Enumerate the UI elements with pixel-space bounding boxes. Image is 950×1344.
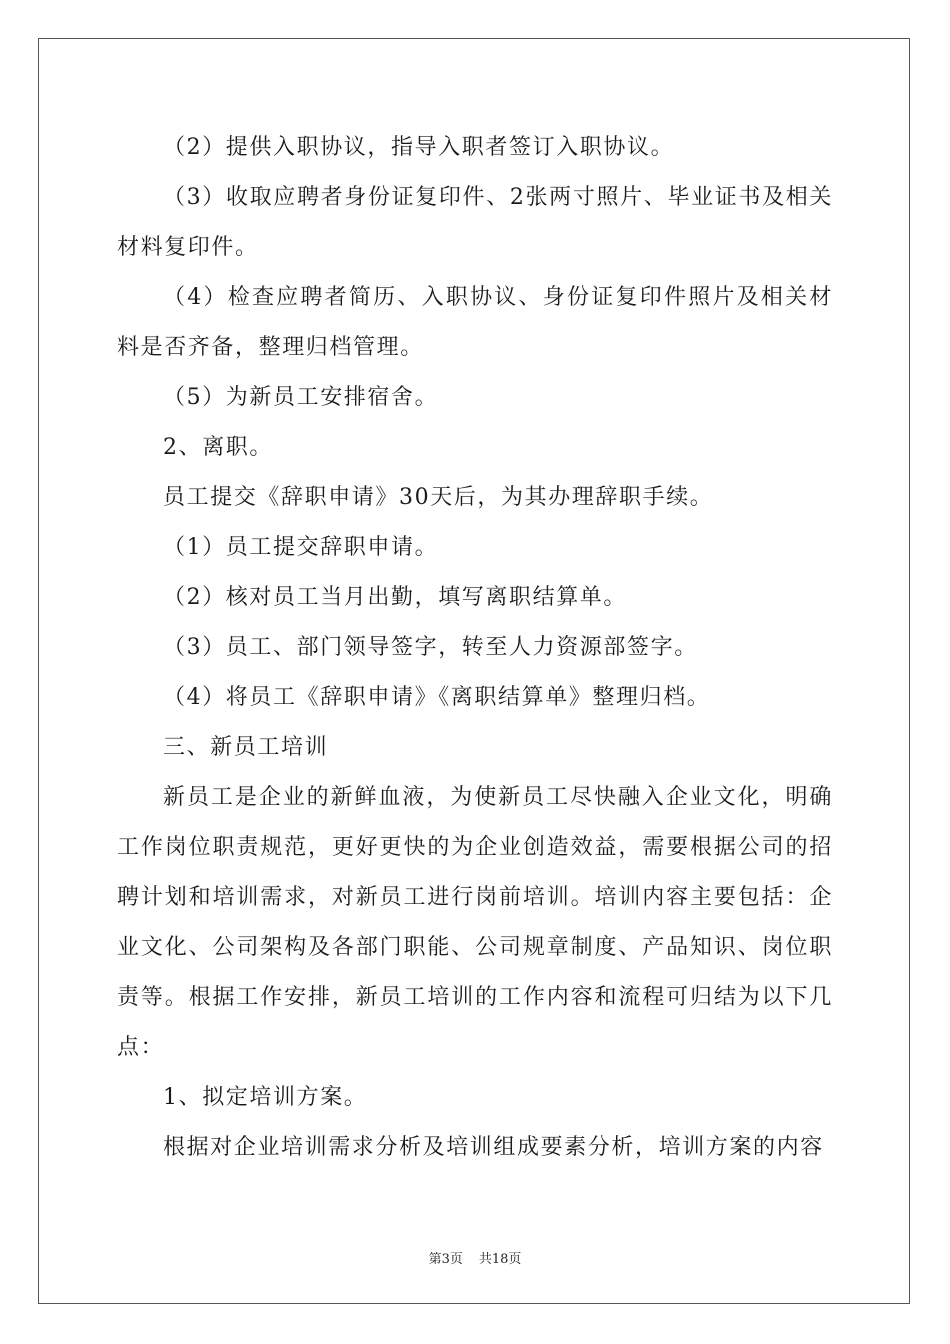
paragraph: （4）将员工《辞职申请》《离职结算单》整理归档。 [163,685,711,710]
section-heading: 2、离职。 [163,435,273,460]
paragraph: （5）为新员工安排宿舍。 [163,385,439,410]
paragraph: （3）收取应聘者身份证复印件、2张两寸照片、毕业证书及相关材料复印件。 [117,185,833,260]
paragraph: 根据对企业培训需求分析及培训组成要素分析，培训方案的内容 [163,1135,824,1160]
paragraph: （3）员工、部门领导签字，转至人力资源部签字。 [163,635,698,660]
paragraph: 新员工是企业的新鲜血液，为使新员工尽快融入企业文化，明确工作岗位职责规范，更好更快的为企业创造效益，需要根据公司的招聘计划和培训需求，对新员工进行岗前培训。培训内容主要包括：企业文化、公司架构及各部门职能、公司规章制度、产品知识、岗位职责等。根据工作安排，新员工培训的工作内容和流程可归结为以下几点： [117,785,833,1060]
paragraph: （1）员工提交辞职申请。 [163,535,439,560]
document-body [117,123,833,1173]
paragraph: 员工提交《辞职申请》30天后，为其办理辞职手续。 [163,485,714,510]
section-heading: 1、拟定培训方案。 [163,1085,368,1110]
paragraph: （4）检查应聘者简历、入职协议、身份证复印件照片及相关材料是否齐备，整理归档管理。 [117,285,833,360]
paragraph: （2）提供入职协议，指导入职者签订入职协议。 [163,135,675,160]
paragraph: （2）核对员工当月出勤，填写离职结算单。 [163,585,627,610]
page-number: 第3页 [428,1252,463,1267]
page-total: 共18页 [478,1252,522,1267]
page-footer [0,1248,950,1267]
section-heading: 三、新员工培训 [163,735,329,760]
